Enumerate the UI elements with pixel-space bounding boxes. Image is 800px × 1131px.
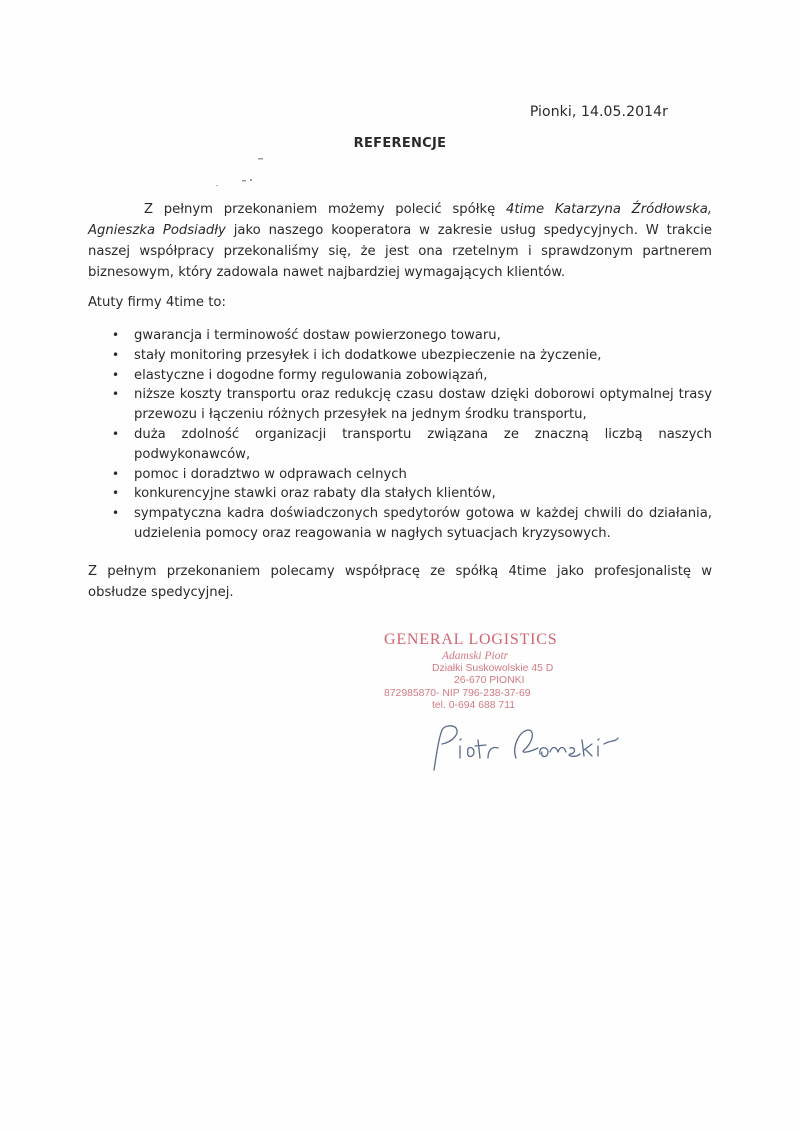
intro-text-start: Z pełnym przekonaniem możemy polecić spółkę bbox=[144, 202, 506, 217]
bullet-icon: • bbox=[112, 466, 120, 481]
bullet-icon: • bbox=[112, 486, 120, 501]
closing-paragraph: Z pełnym przekonaniem polecamy współpracę ze spółką 4time jako profesjonalistę w obsłudze spedycyjnej. bbox=[88, 564, 712, 600]
bullet-icon: • bbox=[112, 328, 120, 342]
bullet-icon: • bbox=[112, 426, 120, 441]
scan-specks bbox=[214, 158, 274, 188]
letter-title: REFERENCJE bbox=[353, 136, 447, 151]
list-item: • konkurencyjne stawki oraz rabaty dla stałych klientów, bbox=[88, 484, 712, 504]
stamp-tax-ids: 872985870- NIP 796-238-37-69 bbox=[384, 687, 531, 699]
list-item: • gwarancja i terminowość dostaw powierzonego towaru, bbox=[88, 326, 712, 346]
stamp-address: Działki Suskowolskie 45 D bbox=[432, 662, 554, 674]
stamp-person: Adamski Piotr bbox=[442, 650, 509, 662]
bullet-icon: • bbox=[112, 347, 120, 362]
stamp-company-name: GENERAL LOGISTICS bbox=[384, 631, 558, 648]
bullet-icon: • bbox=[112, 367, 120, 382]
letter-date: Pionki, 14.05.2014r bbox=[529, 104, 668, 120]
list-item: • niższe koszty transportu oraz redukcję czasu dostaw dzięki doborowi optymalnej trasy przewozu i łączeniu różnych przesyłek na jednym środku transportu, bbox=[112, 387, 712, 423]
list-item: • sympatyczna kadra doświadczonych spedytorów gotowa w każdej chwili do działania, udzielenia pomocy oraz reagowania w nagłych sytuacjach kryzysowych. bbox=[112, 506, 712, 541]
handwritten-signature bbox=[420, 718, 630, 778]
list-item: • duża zdolność organizacji transportu związana ze znaczną liczbą naszych podwykonawców, bbox=[112, 426, 712, 462]
list-item: • pomoc i doradztwo w odprawach celnych bbox=[88, 465, 712, 485]
list-item: • elastyczne i dogodne formy regulowania zobowiązań, bbox=[88, 366, 712, 386]
stamp-city: 26-670 PIONKI bbox=[454, 675, 525, 687]
advantages-list bbox=[88, 326, 712, 544]
company-stamp bbox=[384, 630, 584, 713]
intro-text-end: jako naszego kooperatora w zakresie usług spedycyjnych. W trakcie naszej współpracy przekonaliśmy się, że jest ona rzetelnym i sprawdzonym partnerem biznesowym, który zadowala nawet najbardziej wymagających klientów. bbox=[88, 223, 713, 280]
bullet-icon: • bbox=[112, 387, 120, 402]
bullet-icon: • bbox=[112, 506, 120, 521]
advantages-heading: Atuty firmy 4time to: bbox=[88, 295, 226, 310]
company-name: 4time Katarzyna Źródłowska, Agnieszka Podsiadły bbox=[88, 202, 712, 238]
intro-paragraph bbox=[88, 199, 712, 283]
stamp-phone: tel. 0-694 688 711 bbox=[432, 700, 515, 712]
list-item: • stały monitoring przesyłek i ich dodatkowe ubezpieczenie na życzenie, bbox=[88, 346, 712, 366]
